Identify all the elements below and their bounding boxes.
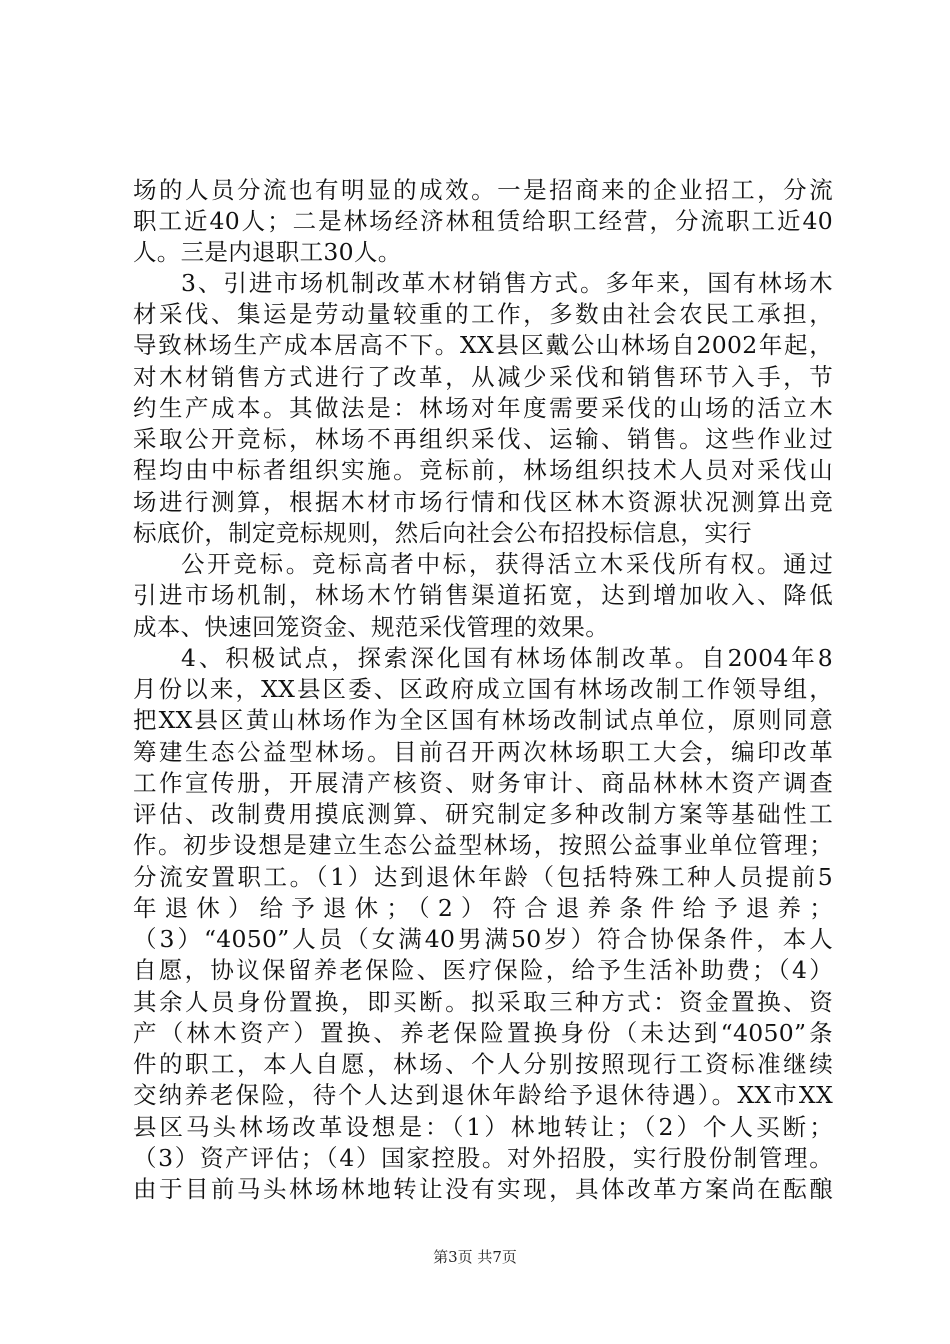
page-number-footer: 第3页 共7页 <box>433 1248 517 1266</box>
text-line: 其余人员身份置换，即买断。拟采取三种方式：资金置换、资 <box>133 988 833 1016</box>
text-line: 由于目前马头林场林地转让没有实现，具体改革方案尚在酝酿 <box>133 1175 833 1203</box>
text-line: 导致林场生产成本居高不下。XX县区戴公山林场自2002年起， <box>133 331 833 359</box>
text-line: 交纳养老保险，待个人达到退休年龄给予退休待遇）。XX市XX <box>133 1081 833 1109</box>
text-line: 程均由中标者组织实施。竞标前，林场组织技术人员对采伐山 <box>133 456 833 484</box>
text-line: 筹建生态公益型林场。目前召开两次林场职工大会，编印改革 <box>133 738 833 766</box>
text-line: 县区马头林场改革设想是：（1）林地转让；（2）个人买断； <box>133 1113 833 1141</box>
text-line: 工作宣传册，开展清产核资、财务审计、商品林林木资产调查 <box>133 769 833 797</box>
text-line: 自愿，协议保留养老保险、医疗保险，给予生活补助费；（4） <box>133 956 833 984</box>
paragraph-start-line: 3、引进市场机制改革木材销售方式。多年来，国有林场木 <box>181 269 833 297</box>
text-line: （3）“4050”人员（女满40男满50岁）符合协保条件，本人 <box>133 925 833 953</box>
paragraph-start-line: 4、积极试点，探索深化国有林场体制改革。自2004年8 <box>181 644 833 672</box>
text-line: 人。三是内退职工30人。 <box>133 238 402 266</box>
text-line: 评估、改制费用摸底测算、研究制定多种改制方案等基础性工 <box>133 800 833 828</box>
text-line: 件的职工，本人自愿，林场、个人分别按照现行工资标准继续 <box>133 1050 833 1078</box>
text-line: （3）资产评估；（4）国家控股。对外招股，实行股份制管理。 <box>133 1144 833 1172</box>
text-line: 分流安置职工。（1）达到退休年龄（包括特殊工种人员提前5 <box>133 863 833 891</box>
text-line: 成本、快速回笼资金、规范采伐管理的效果。 <box>133 613 609 641</box>
text-line: 标底价，制定竞标规则，然后向社会公布招投标信息，实行 <box>133 519 752 547</box>
text-line: 年退休）给予退休；（2）符合退养条件给予退养； <box>133 894 833 922</box>
text-line: 场进行测算，根据木材市场行情和伐区林木资源状况测算出竞 <box>133 488 833 516</box>
text-line: 产（林木资产）置换、养老保险置换身份（未达到“4050”条 <box>133 1019 833 1047</box>
text-line: 作。初步设想是建立生态公益型林场，按照公益事业单位管理； <box>133 831 833 859</box>
text-line: 材采伐、集运是劳动量较重的工作，多数由社会农民工承担， <box>133 300 833 328</box>
paragraph-start-line: 公开竞标。竞标高者中标，获得活立木采伐所有权。通过 <box>181 550 833 578</box>
text-line: 采取公开竞标，林场不再组织采伐、运输、销售。这些作业过 <box>133 425 833 453</box>
text-line: 对木材销售方式进行了改革，从减少采伐和销售环节入手，节 <box>133 363 833 391</box>
text-line: 把XX县区黄山林场作为全区国有林场改制试点单位，原则同意 <box>133 706 833 734</box>
text-line: 职工近40人；二是林场经济林租赁给职工经营，分流职工近40 <box>133 207 833 235</box>
text-line: 引进市场机制，林场木竹销售渠道拓宽，达到增加收入、降低 <box>133 581 833 609</box>
text-line: 场的人员分流也有明显的成效。一是招商来的企业招工，分流 <box>133 176 833 204</box>
text-line: 约生产成本。其做法是：林场对年度需要采伐的山场的活立木 <box>133 394 833 422</box>
text-line: 月份以来，XX县区委、区政府成立国有林场改制工作领导组， <box>133 675 833 703</box>
